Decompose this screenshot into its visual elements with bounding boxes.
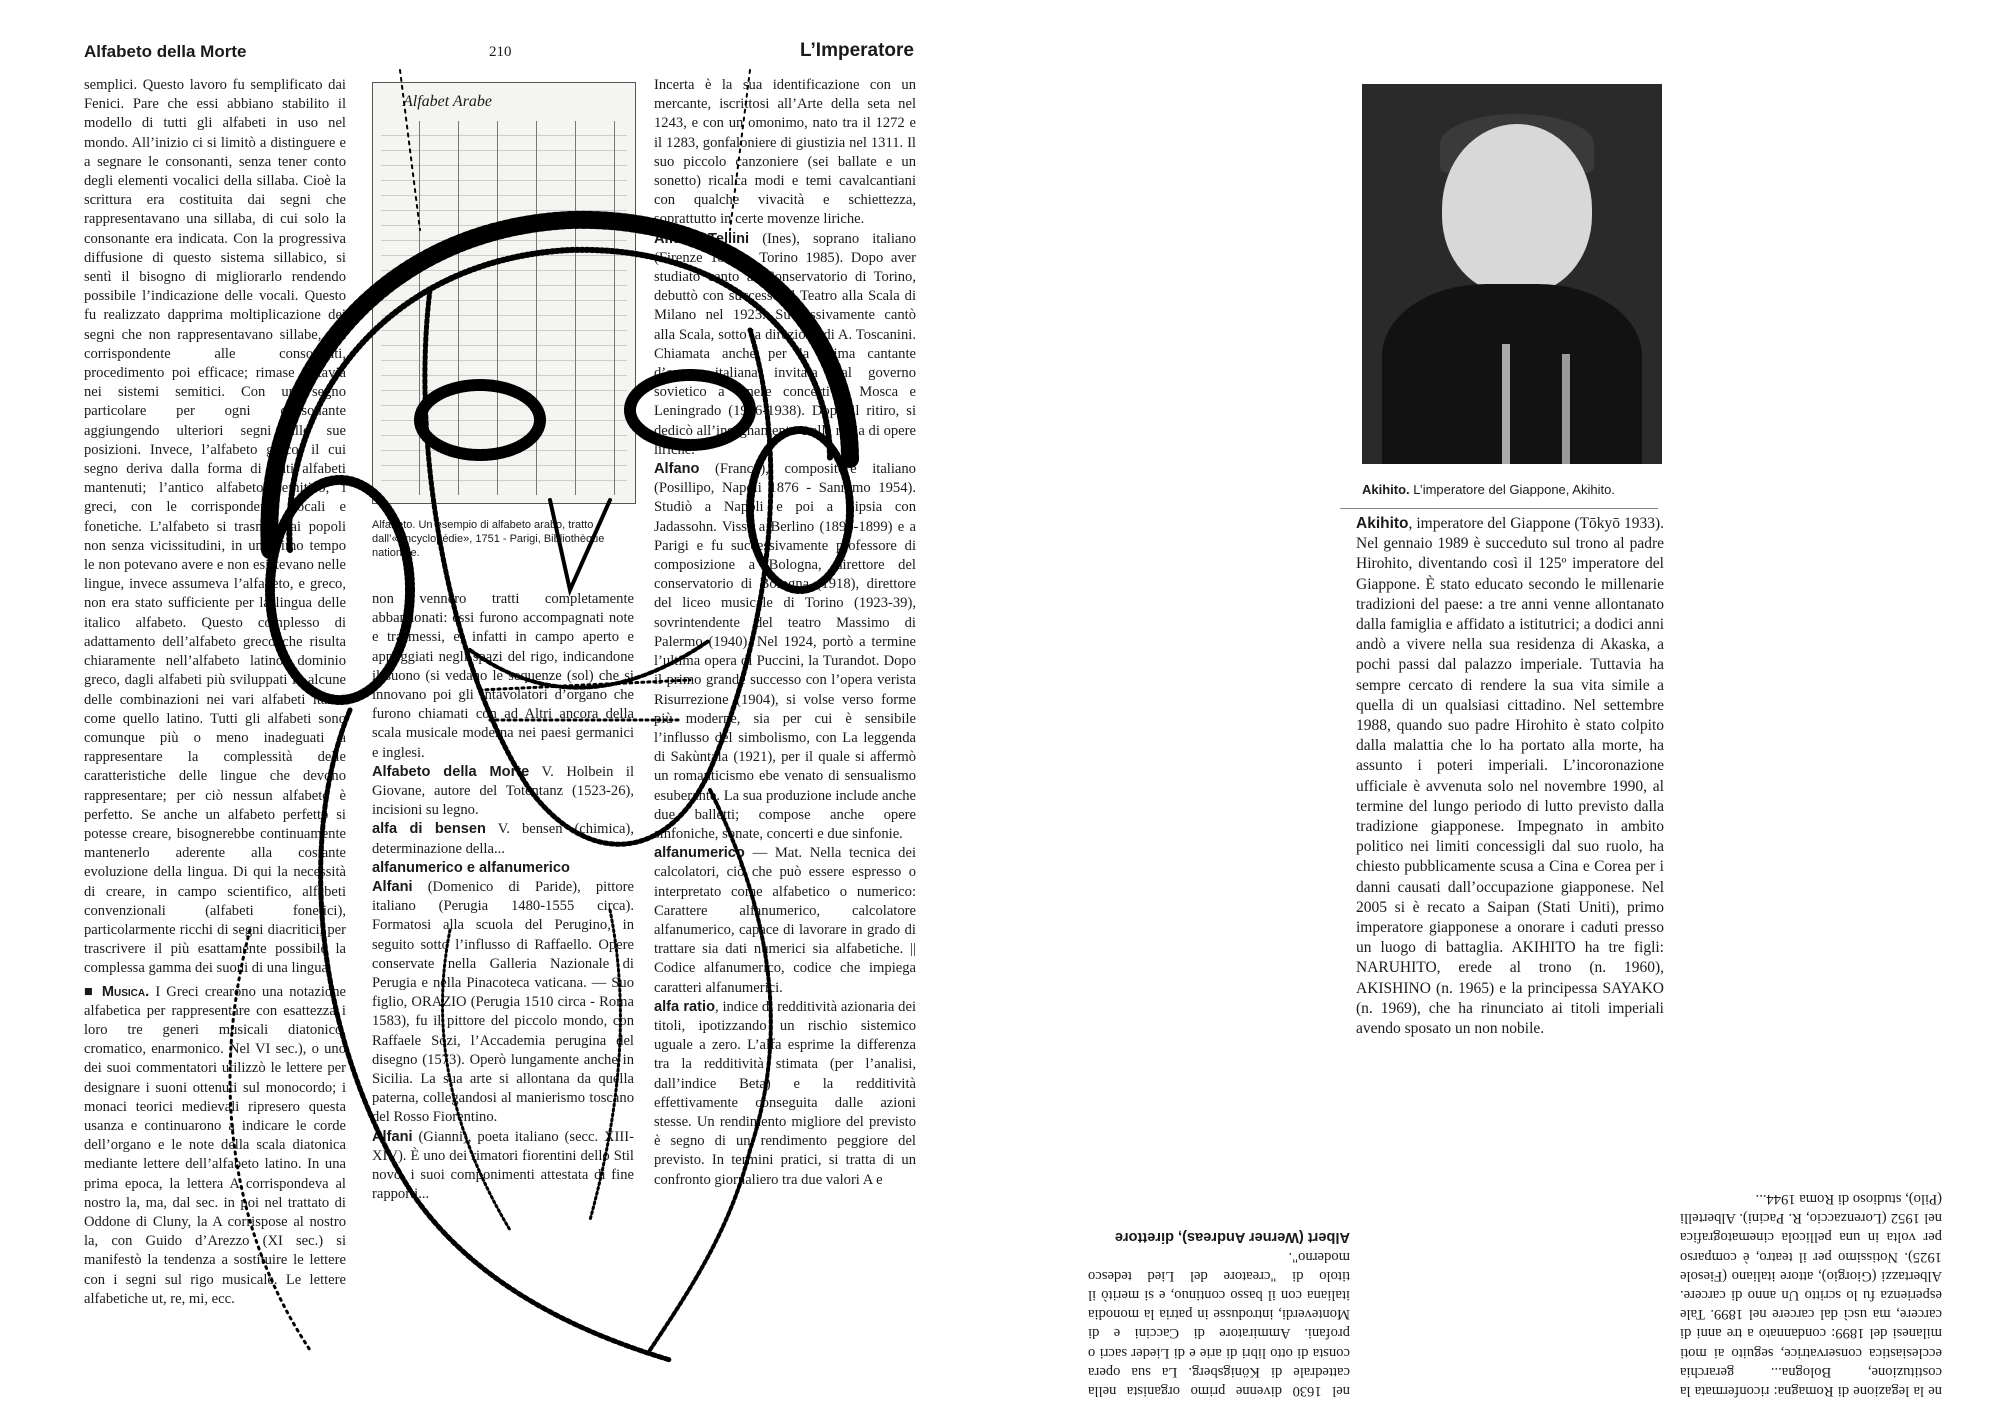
entry-heading: Alfani — [372, 1128, 413, 1145]
entry-text: (Ines), soprano italiano (Firenze 1896 - Torino 1985). Dopo aver studiato canto al Conservatorio di Torino, debuttò con successo al Teatro alla Scala di Milano nel 1923. Successivamente cantò alla Scala, sotto la direzione di A. Toscanini. Chiamata anche per la prima cantante d’opera italiana invitata dal governo sovietico a tenere concerti a Mosca e Leningrado (1936-1938). Dopo il ritiro, si dedicò all’insegnamento e alla regia di opere liriche. — [654, 230, 916, 458]
body-text: semplici. Questo lavoro fu semplificato dai Fenici. Pare che essi abbiano stabilito il modello di tutti gli alfabeti in uso nel mondo. All’inizio ci si limitò a distinguere e a segnare le consonanti, senza tener conto degli elementi vocalici della sillaba. Cioè la scrittura era costituita dai segni che rappresentavano una sillaba, di cui solo la consonante era indicata. Con la progressiva diffusione di questo sistema sillabico, si sentì il bisogno di migliorarlo rendendo possibile l’indicazione delle vocali. Questo fu realizzato dapprima moltiplicazione dei segni che non rappresentavano sillabe, ma corrispondente alle consonanti, procedimento poi efficace; rimase tuttavia nei sistemi semitici. Con un segno particolare per ogni consonante aggiungendo ulteriori segni alle sue posizioni. Invece, l’alfabeto greco, il cui segno deriva dalla forma di stati alfabeti mantenuti; l’antico alfabeto semitico, i greci, con le corrispondenti vocali e fonetiche. L’alfabeto si trasmise ai popoli non senza vicissitudini, in un primo tempo le non potevano avere e non esistevano nelle lingue, invece assumeva l’alfabeto, e greco, non era stato sufficiente per la lingua delle italico alfabeto. Questo complesso di adattamento dell’alfabeto greco che risulta chiaramente nell’alfabeto latino, dominio greco, dagli alfabeti più sviluppati in alcune delle combinazioni nei vari alfabeti italici come quello latino. Tutti gli alfabeti sono comunque più o meno inadeguati a rappresentare la complessità delle caratteristiche delle lingue che devono rappresentare; per ciò nessun alfabeto è perfetto. Se anche un alfabeto perfetto si potesse creare, bisognerebbe continuamente mantenerlo aderente alla costante evoluzione della lingua. Di qui la necessità di creare, in campo scientifico, alfabeti convenzionali (alfabeti fonetici), particolarmente ricchi di segni diacritici, per trascrivere il più esattamente possibile la complessa gamma dei suoni di una lingua. — [84, 77, 346, 977]
page-number: 210 — [489, 44, 512, 60]
entry-paragraph — [654, 230, 916, 460]
entry-text: V. bensen (chimica), determinazione della... — [372, 821, 635, 857]
entry-heading: alfa di bensen — [372, 821, 486, 838]
body-text: Incerta è la sua identificazione con un mercante, iscrittosi all’Arte della seta nel 1243, e con un omonimo, nato tra il 1272 e il 1283, gonfaloniere di giustizia nel 1311. Il suo piccolo canzoniere (sei ballate e un sonetto) ricalca modi e temi cavalcantiani con qualche vivacità e schiettezza, soprattutto in certe movenze liriche. — [654, 77, 916, 228]
entry-text: (Gianni), poeta italiano (secc. XIII-XIV). È uno dei rimatori fiorentini dello Stil novo, i suoi componimenti attestata di fine rapporti... — [372, 1128, 634, 1203]
running-header — [84, 42, 914, 68]
header-left-entry: Alfabeto della Morte — [84, 42, 247, 61]
entry-paragraph — [654, 844, 916, 998]
entry-text: V. Holbein il Giovane, autore del Totentanz (1523-26), incisioni su legno. — [372, 763, 635, 819]
upside-text: ne la legazione di Romagna: riconfermata la costituzione, Bologna... gerarchia ecclesiastica conservatrice, seguito ai moti milanesi del 1899: condannato a tre anni di carcere, ma uscì dal carcere nel 1899. Tale esperienza fu lo scritto Un anno di carcere. Albertazzi (Giorgio), attore italiano (Fiesole 1925). Notissimo per il teatro, è comparso per volta in una pellicola cinematografica nel 1952 (Lorenzaccio, R. Pacini). Albertelli (Pilo), studioso di Roma 1944... — [1680, 1190, 1942, 1399]
alphabet-table-figure — [372, 82, 636, 504]
entry-paragraph — [372, 763, 634, 821]
musica-label: ■ Musica. — [84, 983, 150, 1000]
akihito-photo — [1362, 84, 1662, 464]
photo-microphone — [1562, 354, 1570, 464]
entry-heading: Alfani Tellini — [654, 230, 750, 247]
akihito-entry — [1356, 514, 1664, 1039]
upside-down-column-left — [1088, 80, 1350, 1400]
upside-text: nel 1630 divenne primo organista nella cattedrale di Königsberg. La sua opera consta di otto libri di arie e di Lieder sacri o profani. Ammiratore di Caccini e di Monteverdi, introdusse in patria la monodia italiana con il basso continuo, e si meritò il titolo di "creatore del Lied tedesco moderno". — [1088, 1248, 1350, 1399]
caption-bold: Akihito. — [1362, 482, 1410, 497]
musica-paragraph — [84, 983, 346, 1309]
table-title: Alfabet Arabe — [403, 93, 493, 110]
photo-suit — [1382, 284, 1642, 464]
photo-microphone — [1502, 344, 1510, 464]
photo-face — [1442, 124, 1592, 294]
column-3 — [654, 76, 916, 1190]
entry-paragraph — [654, 998, 916, 1190]
upside-heading: Albert (Werner Andreas), direttore — [1114, 1229, 1350, 1246]
divider-rule — [1340, 508, 1658, 509]
entry-text: (Franco), compositore italiano (Posillipo, Napoli 1876 - Sanremo 1954). Studiò a Napoli e poi a Lipsia con Jadassohn. Visse a Berlino (1896-1899) e a Parigi e fu successivamente professore di composizione a Bologna, direttore del conservatorio di Bologna (1918), direttore del liceo musicale di Torino (1923-39), sovrintendente del teatro Massimo di Palermo (1940). Nel 1924, portò a termine l’ultima opera di Puccini, la Turandot. Dopo il primo grande successo con l’opera verista Risurrezione (1904), si volse verso forme più moderne, sia per cui è sensibile l’influsso del simbolismo, con La leggenda di Sakùntala (1921), per il quale si affermò un romanticismo ebe venato di sensualismo esuberante. La sua produzione include anche due balletti; compose anche opere sinfoniche, sonate, concerti e due sinfonie. — [654, 461, 916, 842]
header-right-entry: L’Imperatore — [799, 40, 914, 61]
upside-down-column-right — [1680, 80, 1942, 1400]
entry-text: — Mat. Nella tecnica dei calcolatori, ciò che può essere espresso o interpretato come alfabetico o numerico: Carattere alfanumerico, calcolatore alfanumerico, capace di lavorare in grado di trattare sia dati numerici sia alfabetiche. || Codice alfanumerico, codice che impiega caratteri alfanumerici. — [654, 845, 916, 996]
entry-paragraph — [372, 859, 634, 878]
entry-heading: alfa ratio — [654, 998, 715, 1015]
entry-heading: alfanumerico — [654, 845, 745, 862]
photo-caption — [1362, 482, 1662, 497]
entry-paragraph — [654, 460, 916, 844]
body-text: non vennero tratti completamente abbandonati: essi furono accompagnati note e trasmessi, e, infatti in campo aperto e appoggiati negli spazi del rigo, indicandone il suono (si vedano le sequenze (sol) che si innovano poi gli intavolatori d’organo che furono chiamati con ad Altri ancora della scala musicale moderna nei paesi germanici e inglesi. — [372, 591, 634, 761]
entry-paragraph — [372, 878, 634, 1128]
entry-heading: Akihito — [1356, 515, 1409, 532]
entry-heading: alfanumerico e alfanumerico — [372, 859, 570, 876]
column-1 — [84, 76, 346, 1309]
table-caption: Alfabeto. Un esempio di alfabeto arabo, tratto dall’«Encyclopédie», 1751 - Parigi, Bibliothèque nationale. — [372, 519, 605, 559]
entry-heading: Alfabeto della Morte — [372, 763, 530, 780]
entry-heading: Alfani — [372, 879, 413, 896]
column-2 — [372, 590, 634, 1205]
table-grid — [381, 121, 627, 495]
entry-paragraph — [372, 820, 634, 858]
entry-text: , imperatore del Giappone (Tōkyō 1933). Nel gennaio 1989 è succeduto sul trono al padre Hirohito, diventando così il 125º imperatore del Giappone. È stato educato secondo le millenarie tradizioni del paese: a tre anni venne allontanato dalla famiglia e affidato a istitutrici; a dodici anni andò a vivere nella sua residenza di Akaska, a pochi passi dal palazzo imperiale. Tuttavia ha sempre cercato di rendere la sua vita simile a quella di un qualsiasi cittadino. Nel settembre 1988, quando suo padre Hirohito è stato colpito dalla malattia che lo ha portato alla morte, ha assunto i poteri imperiali. L’incoronazione ufficiale è avvenuta solo nel novembre 1990, al termine del lungo periodo di lutto previsto dalla tradizione giapponese. Impegnato in ambito politico nei limiti concessigli dal suo ruolo, ha chiesto pubblicamente scusa a Cina e Corea per i danni causati dall’occupazione giapponese. Nel 2005 si è recato a Saipan (Stati Uniti), primo imperatore giapponese a onorare i caduti presso un luogo di battaglia. AKIHITO ha tre figli: NARUHITO, erede al trono (n. 1960), AKISHINO (n. 1965) e la principessa SAYAKO (n. 1969), che ha rinunciato ai titoli imperiali avendo sposato un non nobile. — [1356, 515, 1664, 1038]
musica-text: I Greci crearono una notazione alfabetica per rappresentare con esattezza i loro tre generi musicali diatonico, cromatico, enarmonico. Nel VI sec.), o uno dei suoi commentatori utilizzò le lettere per designare i suoni ottenuti sul monocordo; i monaci teorici medievali ripresero questa usanza e continuarono a indicare le corde dell’organo e le note della scala diatonica mediante lettere dell’alfabeto latino. In una prima epoca, la lettera A corrispondeva al nostro la, ma, dal sec. in poi nel trattato di Oddone di Cluny, la A corrispose al nostro la, con Guido d’Arezzo (XI sec.) si manifestò la tendenza a sostituire le lettere con i segni sul rigo musicale. Le lettere alfabetiche ut, re, mi, ecc. — [84, 983, 346, 1307]
entry-paragraph — [1356, 514, 1664, 1039]
entry-heading: Alfano — [654, 461, 700, 478]
caption-text: L’imperatore del Giappone, Akihito. — [1413, 482, 1615, 497]
entry-paragraph — [372, 1128, 634, 1205]
entry-text: , indice di redditività azionaria dei titoli, ipotizzando un rischio sistemico uguale a zero. L’alfa esprime la differenza tra la redditività stimata (per l’analisi, dall’indice Beta) e la redditività effettivamente conseguita dalle azioni stesse. Un rendimento migliore del previsto è segno di un rendimento peggiore del previsto. In termini pratici, si tratta di un confronto giornaliero tra due valori A e — [654, 998, 916, 1188]
entry-text: (Domenico di Paride), pittore italiano (Perugia 1480-1555 circa). Formatosi alla scuola del Perugino, in seguito sotto l’influsso di Raffaello. Opere conservate nella Galleria Nazionale di Perugia e nella Pinacoteca vaticana. — Suo figlio, ORAZIO (Perugia 1510 circa - Roma 1583), fu il pittore del piccolo mondo, con Raffaele Sozi, l’Accademia perugina del disegno (1573). Operò lungamente anche in Sicilia. La sua arte si allontana da quella paterna, collegandosi al manierismo toscano del Rosso Fiorentino. — [372, 879, 634, 1126]
